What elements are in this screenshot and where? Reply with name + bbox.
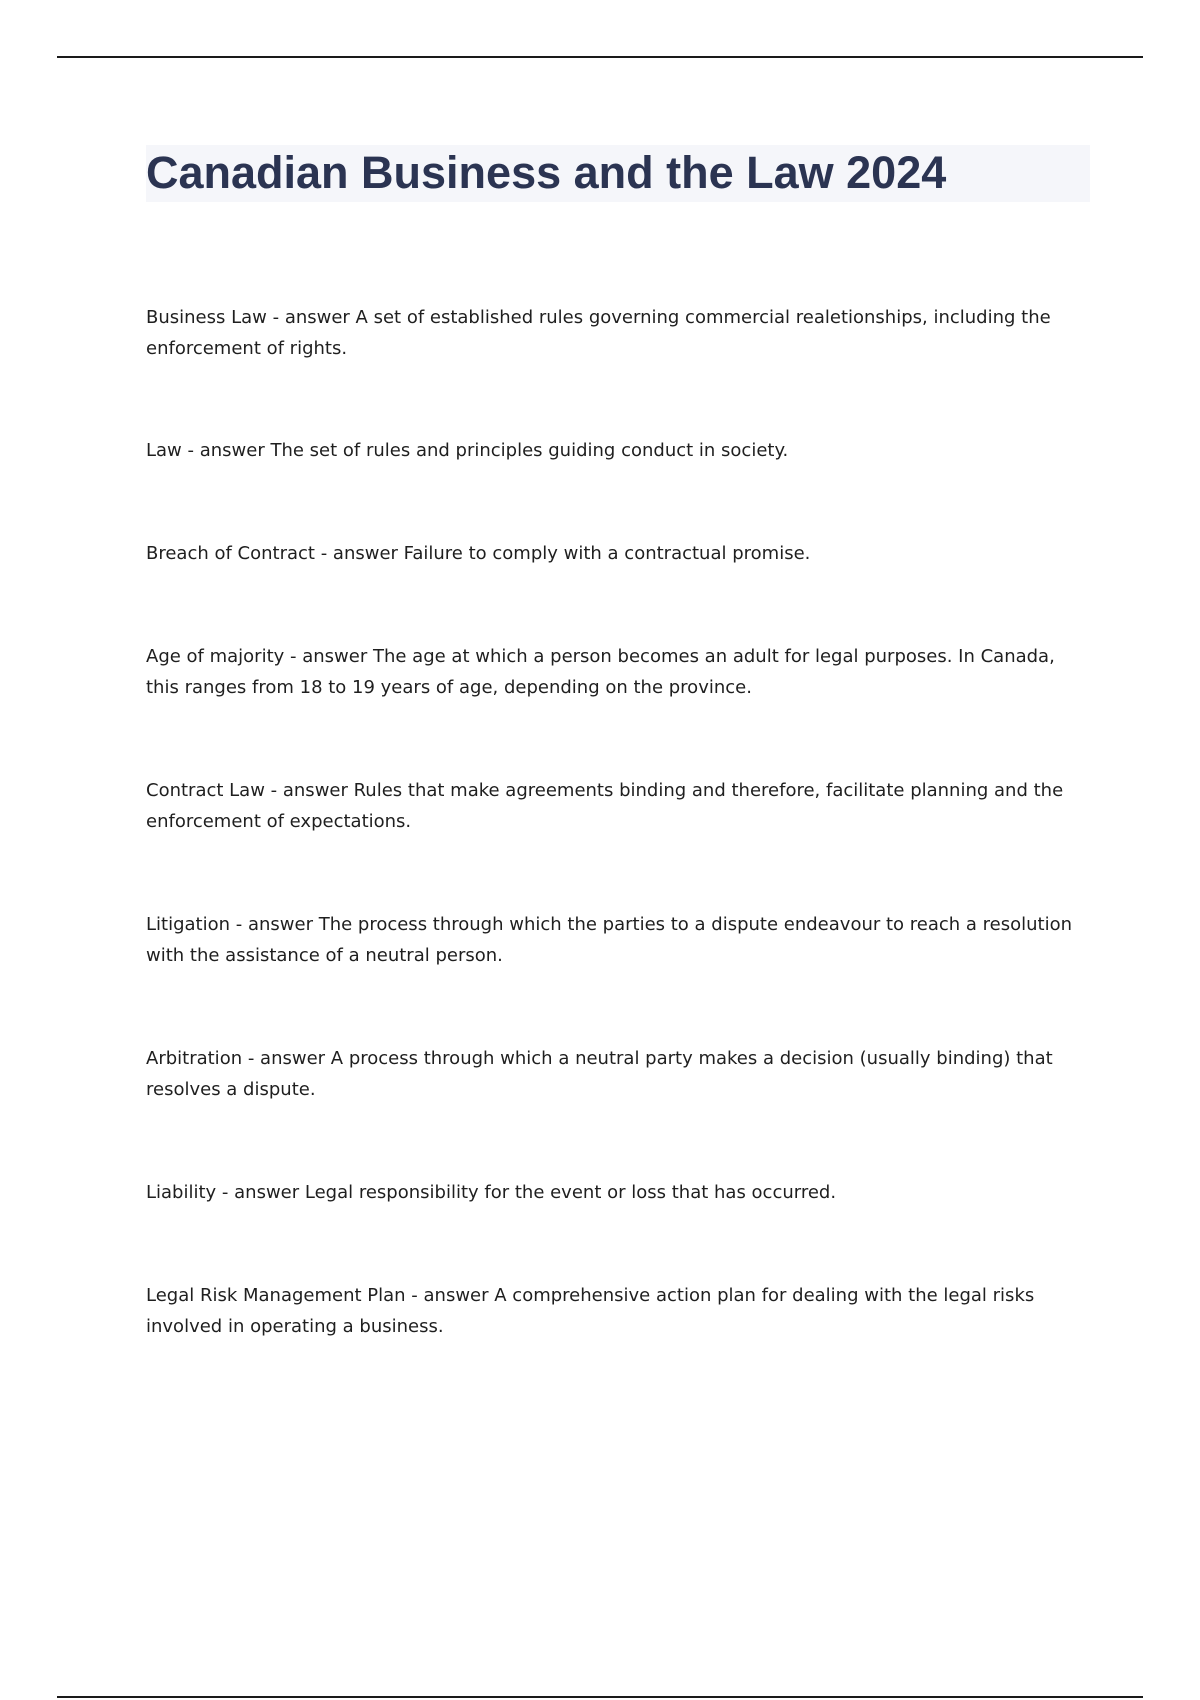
glossary-entry-contract-law: Contract Law - answer Rules that make agreements binding and therefore, facilitate planning and the enforcement of expectations. xyxy=(146,780,1064,832)
glossary-list xyxy=(146,302,1090,1342)
document-title: Canadian Business and the Law 2024 xyxy=(146,147,947,198)
glossary-entry-legal-risk-management-plan: Legal Risk Management Plan - answer A comprehensive action plan for dealing with the legal risks involved in operating a business. xyxy=(146,1285,1035,1337)
glossary-entry-business-law: Business Law - answer A set of established rules governing commercial realetionships, including the enforcement of rights. xyxy=(146,307,1051,359)
glossary-entry-law: Law - answer The set of rules and principles guiding conduct in society. xyxy=(146,440,789,461)
header-rule xyxy=(57,56,1143,58)
glossary-entry-age-of-majority: Age of majority - answer The age at which a person becomes an adult for legal purposes. In Canada, this ranges from 18 to 19 years of age, depending on the province. xyxy=(146,646,1055,698)
footer-rule xyxy=(57,1696,1143,1698)
glossary-entry-breach-of-contract: Breach of Contract - answer Failure to comply with a contractual promise. xyxy=(146,543,811,564)
glossary-entry-litigation: Litigation - answer The process through which the parties to a dispute endeavour to reach a resolution with the assistance of a neutral person. xyxy=(146,914,1073,966)
glossary-entry-arbitration: Arbitration - answer A process through which a neutral party makes a decision (usually binding) that resolves a dispute. xyxy=(146,1048,1053,1100)
glossary-entry-liability: Liability - answer Legal responsibility for the event or loss that has occurred. xyxy=(146,1182,837,1203)
